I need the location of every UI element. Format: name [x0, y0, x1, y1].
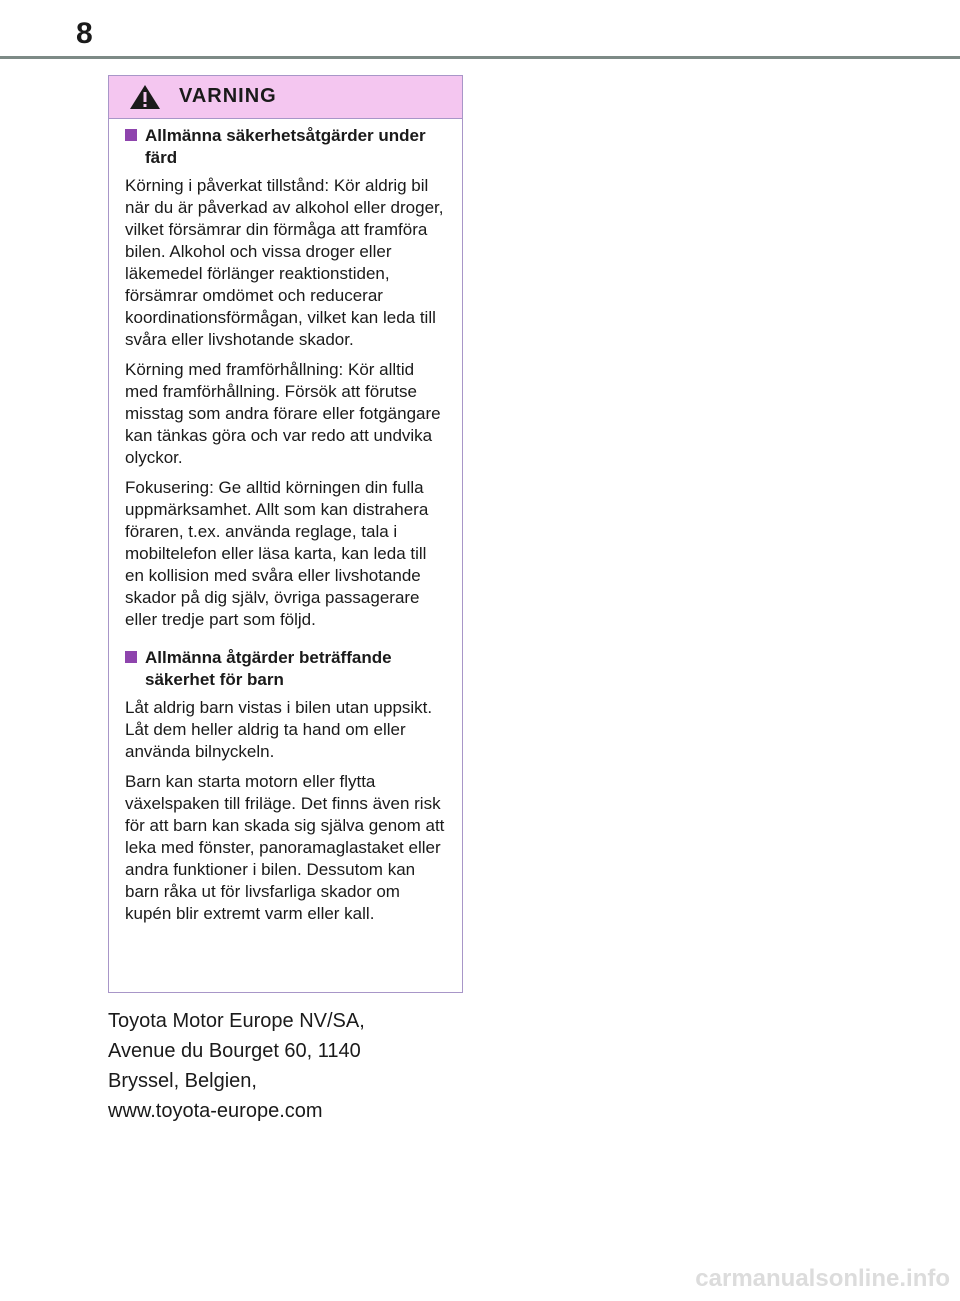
address-line: Toyota Motor Europe NV/SA, [108, 1010, 365, 1032]
paragraph-impaired-driving: Körning i påverkat tillstånd: Kör aldrig bil när du är påverkad av alkohol eller droger, vilket försämrar din förmåga att framföra bilen. Alkohol och vissa droger eller läkemedel förlänger reaktionstiden, försämrar omdömet och reducerar koordinationsförmågan, vilket kan leda till svåra eller livshotande skador. [125, 176, 444, 349]
warning-body [109, 119, 462, 925]
section-heading-text: Allmänna säkerhetsåtgärder under färd [145, 126, 426, 167]
address-line: Bryssel, Belgien, [108, 1070, 257, 1092]
paragraph-unattended-children: Låt aldrig barn vistas i bilen utan uppsikt. Låt dem heller aldrig ta hand om eller använda bilnyckeln. [125, 698, 433, 761]
square-bullet-icon [125, 651, 137, 663]
paragraph-focus: Fokusering: Ge alltid körningen din fulla uppmärksamhet. Allt som kan distrahera föraren, t.ex. använda reglage, tala i mobiltelefon eller läsa karta, kan leda till en kollision med svåra eller livshotande skador på dig själv, övriga passagerare eller tredje part som följd. [125, 478, 429, 629]
page-number: 8 [76, 17, 93, 50]
square-bullet-icon [125, 129, 137, 141]
paragraph-defensive-driving: Körning med framförhållning: Kör alltid med framförhållning. Försök att förutse misstag som andra förare eller fotgängare kan tänkas göra och var redo att undvika olyckor. [125, 360, 441, 467]
footer-watermark: carmanualsonline.info [695, 1265, 950, 1292]
section-heading-text: Allmänna åtgärder beträffande säkerhet för barn [145, 648, 392, 689]
header-rule [0, 56, 960, 59]
warning-triangle-icon [129, 84, 161, 110]
section-heading-driving-safety [125, 125, 448, 169]
address-line: Avenue du Bourget 60, 1140 [108, 1040, 361, 1062]
warning-header [109, 76, 462, 119]
section-heading-child-safety [125, 647, 448, 691]
paragraph-child-risks: Barn kan starta motorn eller flytta växelspaken till friläge. Det finns även risk för att barn kan skada sig själva genom att leka med fönster, panoramaglastaket eller andra funktioner i bilen. Dessutom kan barn råka ut för livsfarliga skador om kupén blir extremt varm eller kall. [125, 772, 445, 923]
warning-title: VARNING [179, 85, 277, 107]
address-line: www.toyota-europe.com [108, 1100, 323, 1122]
warning-box [108, 75, 463, 993]
publisher-address [108, 1006, 365, 1126]
